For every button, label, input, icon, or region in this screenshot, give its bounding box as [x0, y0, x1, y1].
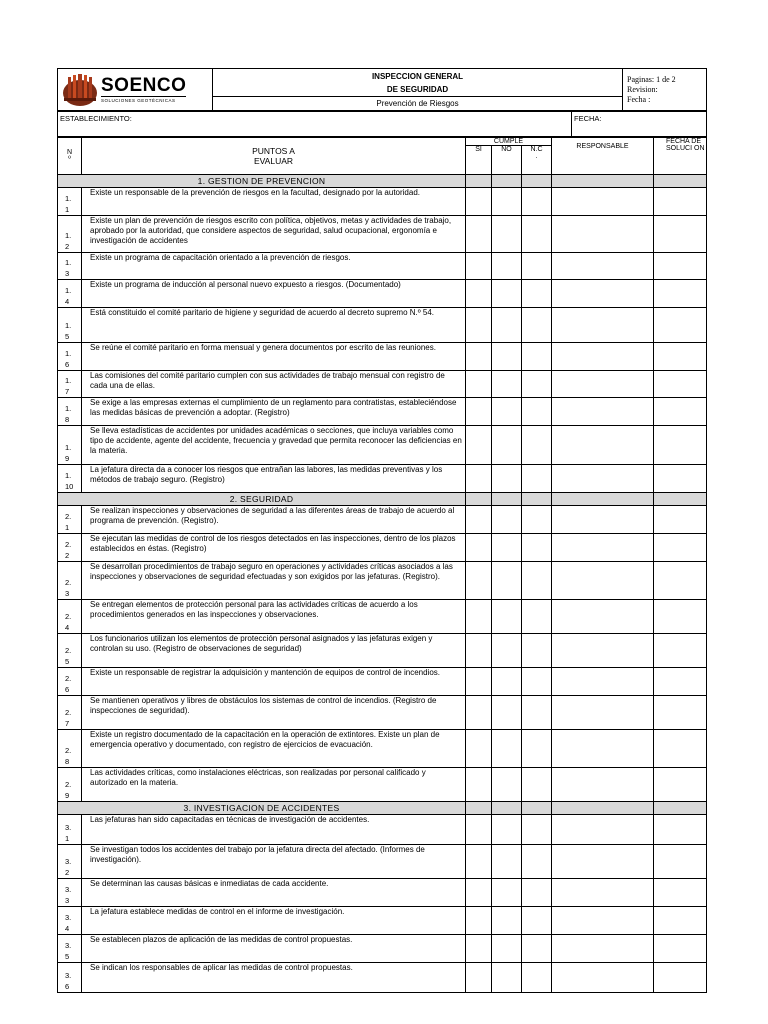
checklist-row [58, 634, 707, 668]
item-text: La jefatura establece medidas de control en el informe de investigación. [82, 907, 466, 935]
section-blank-cell [522, 175, 552, 188]
no-checkbox[interactable] [492, 426, 522, 465]
checklist-row [58, 308, 707, 343]
checklist-row [58, 907, 707, 935]
page-count: Paginas: 1 de 2 [627, 74, 676, 84]
section-header [58, 493, 707, 506]
item-text: Se determinan las causas básicas e inmediatas de cada accidente. [82, 879, 466, 907]
fecha-solucion-field[interactable] [654, 963, 707, 993]
checklist-row [58, 768, 707, 802]
responsable-field[interactable] [552, 935, 654, 963]
section-title: 1. GESTION DE PREVENCION [58, 175, 466, 188]
item-number: 2. 6 [58, 668, 82, 696]
nc-checkbox[interactable] [522, 730, 552, 768]
item-number: 2. 9 [58, 768, 82, 802]
item-number: 3. 4 [58, 907, 82, 935]
fecha-solucion-field[interactable] [654, 562, 707, 600]
no-checkbox[interactable] [492, 506, 522, 534]
no-checkbox[interactable] [492, 907, 522, 935]
section-blank-cell [492, 802, 522, 815]
si-checkbox[interactable] [466, 216, 492, 253]
checklist-row [58, 343, 707, 371]
item-number: 2. 4 [58, 600, 82, 634]
no-checkbox[interactable] [492, 935, 522, 963]
meta-cell [623, 69, 707, 111]
no-checkbox[interactable] [492, 465, 522, 493]
si-checkbox[interactable] [466, 506, 492, 534]
si-checkbox[interactable] [466, 253, 492, 280]
fecha-solucion-field[interactable] [654, 343, 707, 371]
fecha-solucion-field[interactable] [654, 730, 707, 768]
item-text: Se reúne el comité paritario en forma mensual y genera documentos por escrito de las reuniones. [82, 343, 466, 371]
si-checkbox[interactable] [466, 280, 492, 308]
nc-checkbox[interactable] [522, 371, 552, 398]
responsable-field[interactable] [552, 907, 654, 935]
responsable-field[interactable] [552, 371, 654, 398]
col-no: NO [492, 146, 522, 175]
col-fecha-solucion: FECHA DE SOLUCI ON [654, 138, 707, 175]
no-checkbox[interactable] [492, 343, 522, 371]
fecha-solucion-field[interactable] [654, 768, 707, 802]
company-logo-icon [62, 73, 98, 107]
section-title: 3. INVESTIGACION DE ACCIDENTES [58, 802, 466, 815]
form-header [57, 68, 707, 111]
checklist-table [57, 137, 707, 993]
no-checkbox[interactable] [492, 280, 522, 308]
no-checkbox[interactable] [492, 879, 522, 907]
responsable-field[interactable] [552, 253, 654, 280]
checklist-row [58, 426, 707, 465]
item-text: Existe un plan de prevención de riesgos escrito con política, objetivos, metas y actividades de trabajo, aprobado por la autoridad, que considere aspectos de seguridad, salud ocupacional, ergonomía e investigación de accidentes [82, 216, 466, 253]
no-checkbox[interactable] [492, 562, 522, 600]
item-text: Se exige a las empresas externas el cumplimiento de un reglamento para contratistas, estableciéndose las medidas básicas de prevención a adoptar. (Registro) [82, 398, 466, 426]
nc-checkbox[interactable] [522, 465, 552, 493]
si-checkbox[interactable] [466, 465, 492, 493]
item-number: 1. 1 [58, 188, 82, 216]
no-checkbox[interactable] [492, 634, 522, 668]
checklist-row [58, 188, 707, 216]
si-checkbox[interactable] [466, 534, 492, 562]
item-number: 3. 1 [58, 815, 82, 845]
date-label: Fecha : [627, 94, 651, 104]
fecha-solucion-field[interactable] [654, 308, 707, 343]
establishment-field[interactable]: ESTABLECIMIENTO: [58, 112, 572, 137]
nc-checkbox[interactable] [522, 845, 552, 879]
no-checkbox[interactable] [492, 845, 522, 879]
si-checkbox[interactable] [466, 188, 492, 216]
fecha-solucion-field[interactable] [654, 465, 707, 493]
si-checkbox[interactable] [466, 730, 492, 768]
col-responsable: RESPONSABLE [552, 138, 654, 175]
fecha-solucion-field[interactable] [654, 371, 707, 398]
col-si: SI [466, 146, 492, 175]
fecha-solucion-field[interactable] [654, 845, 707, 879]
responsable-field[interactable] [552, 963, 654, 993]
checklist-row [58, 879, 707, 907]
item-number: 1. 4 [58, 280, 82, 308]
nc-checkbox[interactable] [522, 668, 552, 696]
logo-cell [58, 69, 213, 111]
section-header [58, 802, 707, 815]
item-number: 1. 8 [58, 398, 82, 426]
si-checkbox[interactable] [466, 696, 492, 730]
responsable-field[interactable] [552, 506, 654, 534]
item-number: 1. 3 [58, 253, 82, 280]
item-text: Existe un programa de inducción al personal nuevo expuesto a riesgos. (Documentado) [82, 280, 466, 308]
checklist-row [58, 696, 707, 730]
nc-checkbox[interactable] [522, 280, 552, 308]
column-header-row [58, 138, 707, 146]
checklist-row [58, 668, 707, 696]
section-blank-cell [492, 175, 522, 188]
item-text: Las actividades críticas, como instalaciones eléctricas, son realizadas por personal calificado y autorizado en la materia. [82, 768, 466, 802]
responsable-field[interactable] [552, 534, 654, 562]
checklist-row [58, 963, 707, 993]
item-number: 3. 6 [58, 963, 82, 993]
item-text: Se establecen plazos de aplicación de las medidas de control propuestas. [82, 935, 466, 963]
fecha-solucion-field[interactable] [654, 907, 707, 935]
si-checkbox[interactable] [466, 426, 492, 465]
fecha-solucion-field[interactable] [654, 188, 707, 216]
no-checkbox[interactable] [492, 308, 522, 343]
responsable-field[interactable] [552, 562, 654, 600]
si-checkbox[interactable] [466, 308, 492, 343]
checklist-row [58, 562, 707, 600]
no-checkbox[interactable] [492, 963, 522, 993]
responsable-field[interactable] [552, 216, 654, 253]
checklist-row [58, 280, 707, 308]
si-checkbox[interactable] [466, 935, 492, 963]
nc-checkbox[interactable] [522, 879, 552, 907]
item-text: Se entregan elementos de protección personal para las actividades críticas de acuerdo a los procedimientos generados en las inspecciones y observaciones. [82, 600, 466, 634]
si-checkbox[interactable] [466, 815, 492, 845]
item-text: Existe un programa de capacitación orientado a la prevención de riesgos. [82, 253, 466, 280]
si-checkbox[interactable] [466, 668, 492, 696]
item-text: Existe un responsable de registrar la adquisición y mantención de equipos de control de incendios. [82, 668, 466, 696]
inspection-form [57, 68, 706, 993]
fecha-solucion-field[interactable] [654, 216, 707, 253]
fecha-solucion-field[interactable] [654, 600, 707, 634]
item-number: 2. 1 [58, 506, 82, 534]
si-checkbox[interactable] [466, 768, 492, 802]
no-checkbox[interactable] [492, 216, 522, 253]
nc-checkbox[interactable] [522, 696, 552, 730]
responsable-field[interactable] [552, 768, 654, 802]
checklist-row [58, 398, 707, 426]
item-text: Se desarrollan procedimientos de trabajo seguro en operaciones y actividades críticas asociados a las inspecciones y observaciones de seguridad efectuadas y son exigidos por las jefaturas. (Registro). [82, 562, 466, 600]
checklist-row [58, 845, 707, 879]
responsable-field[interactable] [552, 465, 654, 493]
nc-checkbox[interactable] [522, 600, 552, 634]
section-blank-cell [466, 493, 492, 506]
nc-checkbox[interactable] [522, 308, 552, 343]
checklist-row [58, 253, 707, 280]
no-checkbox[interactable] [492, 188, 522, 216]
section-blank-cell [466, 175, 492, 188]
si-checkbox[interactable] [466, 371, 492, 398]
fecha-solucion-field[interactable] [654, 815, 707, 845]
form-title-line2: DE SEGURIDAD [386, 84, 449, 94]
item-number: 1. 10 [58, 465, 82, 493]
no-checkbox[interactable] [492, 600, 522, 634]
title-cell [213, 69, 623, 97]
company-logo [58, 73, 212, 107]
nc-checkbox[interactable] [522, 935, 552, 963]
checklist-row [58, 216, 707, 253]
nc-checkbox[interactable] [522, 188, 552, 216]
item-number: 3. 2 [58, 845, 82, 879]
si-checkbox[interactable] [466, 562, 492, 600]
item-text: Las comisiones del comité paritario cumplen con sus actividades de trabajo mensual con registro de cada una de ellas. [82, 371, 466, 398]
responsable-field[interactable] [552, 188, 654, 216]
si-checkbox[interactable] [466, 600, 492, 634]
no-checkbox[interactable] [492, 371, 522, 398]
section-blank-cell [654, 493, 707, 506]
responsable-field[interactable] [552, 730, 654, 768]
section-title: 2. SEGURIDAD [58, 493, 466, 506]
nc-checkbox[interactable] [522, 426, 552, 465]
fecha-solucion-field[interactable] [654, 696, 707, 730]
responsable-field[interactable] [552, 308, 654, 343]
responsable-field[interactable] [552, 634, 654, 668]
establishment-row [57, 111, 707, 137]
item-text: La jefatura directa da a conocer los riesgos que entrañan las labores, las medidas preventivas y los métodos de trabajo seguro. (Registro) [82, 465, 466, 493]
checklist-row [58, 534, 707, 562]
nc-checkbox[interactable] [522, 398, 552, 426]
item-text: Existe un responsable de la prevención de riesgos en la facultad, designado por la autoridad. [82, 188, 466, 216]
section-blank-cell [552, 802, 654, 815]
fecha-solucion-field[interactable] [654, 668, 707, 696]
nc-checkbox[interactable] [522, 216, 552, 253]
checklist-row [58, 730, 707, 768]
si-checkbox[interactable] [466, 845, 492, 879]
no-checkbox[interactable] [492, 696, 522, 730]
item-number: 1. 7 [58, 371, 82, 398]
fecha-solucion-field[interactable] [654, 506, 707, 534]
col-nc: N.C . [522, 146, 552, 175]
responsable-field[interactable] [552, 280, 654, 308]
si-checkbox[interactable] [466, 907, 492, 935]
responsable-field[interactable] [552, 845, 654, 879]
checklist-row [58, 815, 707, 845]
section-blank-cell [466, 802, 492, 815]
nc-checkbox[interactable] [522, 343, 552, 371]
responsable-field[interactable] [552, 600, 654, 634]
col-puntos: PUNTOS A EVALUAR [82, 138, 466, 175]
fecha-solucion-field[interactable] [654, 935, 707, 963]
no-checkbox[interactable] [492, 668, 522, 696]
fecha-solucion-field[interactable] [654, 253, 707, 280]
section-blank-cell [552, 493, 654, 506]
fecha-solucion-field[interactable] [654, 634, 707, 668]
responsable-field[interactable] [552, 426, 654, 465]
item-number: 3. 3 [58, 879, 82, 907]
no-checkbox[interactable] [492, 398, 522, 426]
section-blank-cell [492, 493, 522, 506]
nc-checkbox[interactable] [522, 562, 552, 600]
item-number: 1. 2 [58, 216, 82, 253]
si-checkbox[interactable] [466, 963, 492, 993]
nc-checkbox[interactable] [522, 907, 552, 935]
col-number: N º [58, 138, 82, 175]
section-blank-cell [522, 493, 552, 506]
fecha-solucion-field[interactable] [654, 280, 707, 308]
section-blank-cell [654, 802, 707, 815]
item-number: 2. 2 [58, 534, 82, 562]
item-text: Las jefaturas han sido capacitadas en técnicas de investigación de accidentes. [82, 815, 466, 845]
no-checkbox[interactable] [492, 253, 522, 280]
item-text: Se investigan todos los accidentes del trabajo por la jefatura directa del afectado. (Informes de investigación). [82, 845, 466, 879]
item-number: 2. 5 [58, 634, 82, 668]
item-text: Los funcionarios utilizan los elementos de protección personal asignados y las jefaturas exigen y controlan su uso. (Registro de observaciones de seguridad) [82, 634, 466, 668]
fecha-solucion-field[interactable] [654, 426, 707, 465]
fecha-solucion-field[interactable] [654, 398, 707, 426]
responsable-field[interactable] [552, 343, 654, 371]
nc-checkbox[interactable] [522, 534, 552, 562]
item-text: Se lleva estadísticas de accidentes por unidades académicas o secciones, que incluya variables como tipo de accidente, agente del accidente, frecuencia y gravedad que permita reconocer las deficiencias en la materia. [82, 426, 466, 465]
item-text: Está constituido el comité paritario de higiene y seguridad de acuerdo al decreto supremo N.º 54. [82, 308, 466, 343]
section-blank-cell [654, 175, 707, 188]
fecha-solucion-field[interactable] [654, 534, 707, 562]
nc-checkbox[interactable] [522, 963, 552, 993]
item-number: 1. 5 [58, 308, 82, 343]
no-checkbox[interactable] [492, 534, 522, 562]
company-name: SOENCO [101, 75, 187, 96]
item-text: Se realizan inspecciones y observaciones de seguridad a las diferentes áreas de trabajo de acuerdo al programa de prevención. (Registro). [82, 506, 466, 534]
checklist-row [58, 371, 707, 398]
item-text: Se mantienen operativos y libres de obstáculos los sistemas de control de incendios. (Registro de inspecciones de seguridad). [82, 696, 466, 730]
nc-checkbox[interactable] [522, 634, 552, 668]
nc-checkbox[interactable] [522, 506, 552, 534]
item-text: Existe un registro documentado de la capacitación en la operación de extintores. Existe un plan de emergencia operativo y documentado, con registro de ejercicios de evacuación. [82, 730, 466, 768]
si-checkbox[interactable] [466, 879, 492, 907]
section-blank-cell [522, 802, 552, 815]
no-checkbox[interactable] [492, 730, 522, 768]
responsable-field[interactable] [552, 398, 654, 426]
no-checkbox[interactable] [492, 768, 522, 802]
nc-checkbox[interactable] [522, 253, 552, 280]
responsable-field[interactable] [552, 879, 654, 907]
col-cumple: CUMPLE [466, 138, 552, 146]
company-tagline: SOLUCIONES GEOTÉCNICAS [101, 96, 186, 103]
date-field[interactable]: FECHA: [572, 112, 707, 137]
checklist-row [58, 600, 707, 634]
form-subtitle: Prevención de Riesgos [213, 97, 623, 111]
checklist-row [58, 506, 707, 534]
no-checkbox[interactable] [492, 815, 522, 845]
form-title-line1: INSPECCION GENERAL [371, 71, 464, 81]
item-text: Se ejecutan las medidas de control de los riesgos detectados en las inspecciones, dentro de los plazos establecidos en éstas. (Registro) [82, 534, 466, 562]
checklist-row [58, 935, 707, 963]
si-checkbox[interactable] [466, 343, 492, 371]
item-number: 3. 5 [58, 935, 82, 963]
checklist-row [58, 465, 707, 493]
nc-checkbox[interactable] [522, 768, 552, 802]
nc-checkbox[interactable] [522, 815, 552, 845]
section-blank-cell [552, 175, 654, 188]
responsable-field[interactable] [552, 668, 654, 696]
item-text: Se indican los responsables de aplicar las medidas de control propuestas. [82, 963, 466, 993]
item-number: 2. 8 [58, 730, 82, 768]
item-number: 1. 6 [58, 343, 82, 371]
revision-label: Revision: [627, 84, 658, 94]
fecha-solucion-field[interactable] [654, 879, 707, 907]
section-header [58, 175, 707, 188]
item-number: 2. 7 [58, 696, 82, 730]
item-number: 1. 9 [58, 426, 82, 465]
responsable-field[interactable] [552, 696, 654, 730]
si-checkbox[interactable] [466, 634, 492, 668]
item-number: 2. 3 [58, 562, 82, 600]
responsable-field[interactable] [552, 815, 654, 845]
si-checkbox[interactable] [466, 398, 492, 426]
